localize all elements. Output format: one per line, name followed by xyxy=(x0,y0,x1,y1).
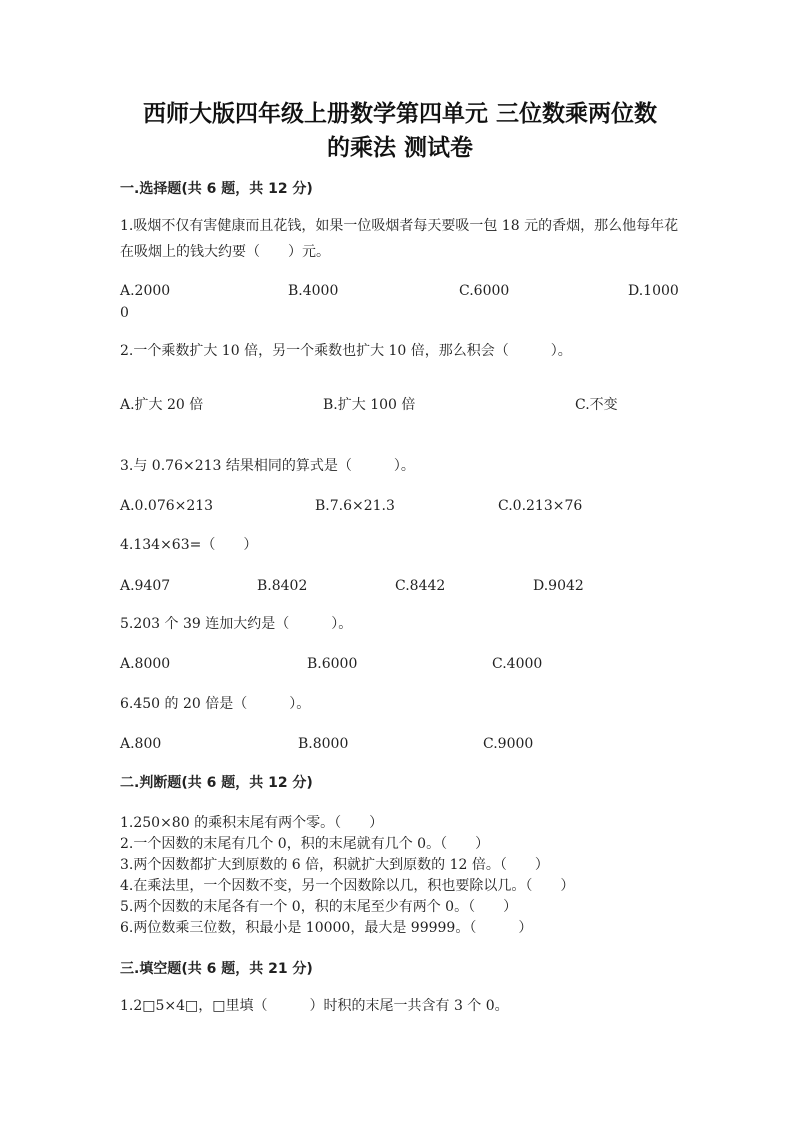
section-heading-judge: 二.判断题(共 6 题，共 12 分) xyxy=(120,775,313,791)
option-b: B.8000 xyxy=(298,736,349,752)
option-d: D.1000 xyxy=(628,283,679,299)
option-a: A.8000 xyxy=(120,656,171,672)
question-text: 2.一个乘数扩大 10 倍，另一个乘数也扩大 10 倍，那么积会（ ）。 xyxy=(120,343,572,359)
option-c: C.6000 xyxy=(459,283,510,299)
judge-item: 1.250×80 的乘积末尾有两个零。（ ） xyxy=(120,815,384,831)
judge-item: 4.在乘法里，一个因数不变，另一个因数除以几，积也要除以几。（ ） xyxy=(120,878,575,894)
question-text: 5.203 个 39 连加大约是（ ）。 xyxy=(120,616,353,632)
question-text: 4.134×63=（ ） xyxy=(120,537,258,553)
option-b: B.4000 xyxy=(288,283,339,299)
judge-item: 5.两个因数的末尾各有一个 0，积的末尾至少有两个 0。（ ） xyxy=(120,899,518,915)
option-b: B.7.6×21.3 xyxy=(315,498,395,514)
page-title-line-2: 的乘法 测试卷 xyxy=(326,135,473,161)
option-c: C.8442 xyxy=(395,578,446,594)
judge-item: 6.两位数乘三位数，积最小是 10000，最大是 99999。（ ） xyxy=(120,920,533,936)
option-c: C.0.213×76 xyxy=(498,498,583,514)
section-heading-fill: 三.填空题(共 6 题，共 21 分) xyxy=(120,961,313,977)
option-a: A.0.076×213 xyxy=(120,498,214,514)
option-c: C.4000 xyxy=(492,656,543,672)
option-a: A.2000 xyxy=(120,283,171,299)
option-b: B.扩大 100 倍 xyxy=(323,397,416,413)
section-heading-choice: 一.选择题(共 6 题，共 12 分) xyxy=(120,181,313,197)
question-text: 3.与 0.76×213 结果相同的算式是（ ）。 xyxy=(120,458,415,474)
judge-item: 2.一个因数的末尾有几个 0，积的末尾就有几个 0。（ ） xyxy=(120,836,490,852)
fill-item: 1.2□5×4□，□里填（ ）时积的末尾一共含有 3 个 0。 xyxy=(120,998,509,1014)
judge-item: 3.两个因数都扩大到原数的 6 倍，积就扩大到原数的 12 倍。（ ） xyxy=(120,857,549,873)
option-a: A.扩大 20 倍 xyxy=(120,397,204,413)
option-c: C.9000 xyxy=(483,736,534,752)
question-text: 1.吸烟不仅有害健康而且花钱，如果一位吸烟者每天要吸一包 18 元的香烟，那么他每年花在吸烟上的钱大约要（ ）元。 xyxy=(120,218,679,260)
option-d: D.9042 xyxy=(533,578,584,594)
option-a: A.9407 xyxy=(120,578,171,594)
option-a: A.800 xyxy=(120,736,162,752)
page-title-line-1: 西师大版四年级上册数学第四单元 三位数乘两位数 xyxy=(142,101,657,127)
option-b: B.8402 xyxy=(257,578,308,594)
option-d-overflow: 0 xyxy=(120,305,129,321)
question-text: 6.450 的 20 倍是（ ）。 xyxy=(120,696,311,712)
option-b: B.6000 xyxy=(307,656,358,672)
option-c: C.不变 xyxy=(575,397,618,413)
